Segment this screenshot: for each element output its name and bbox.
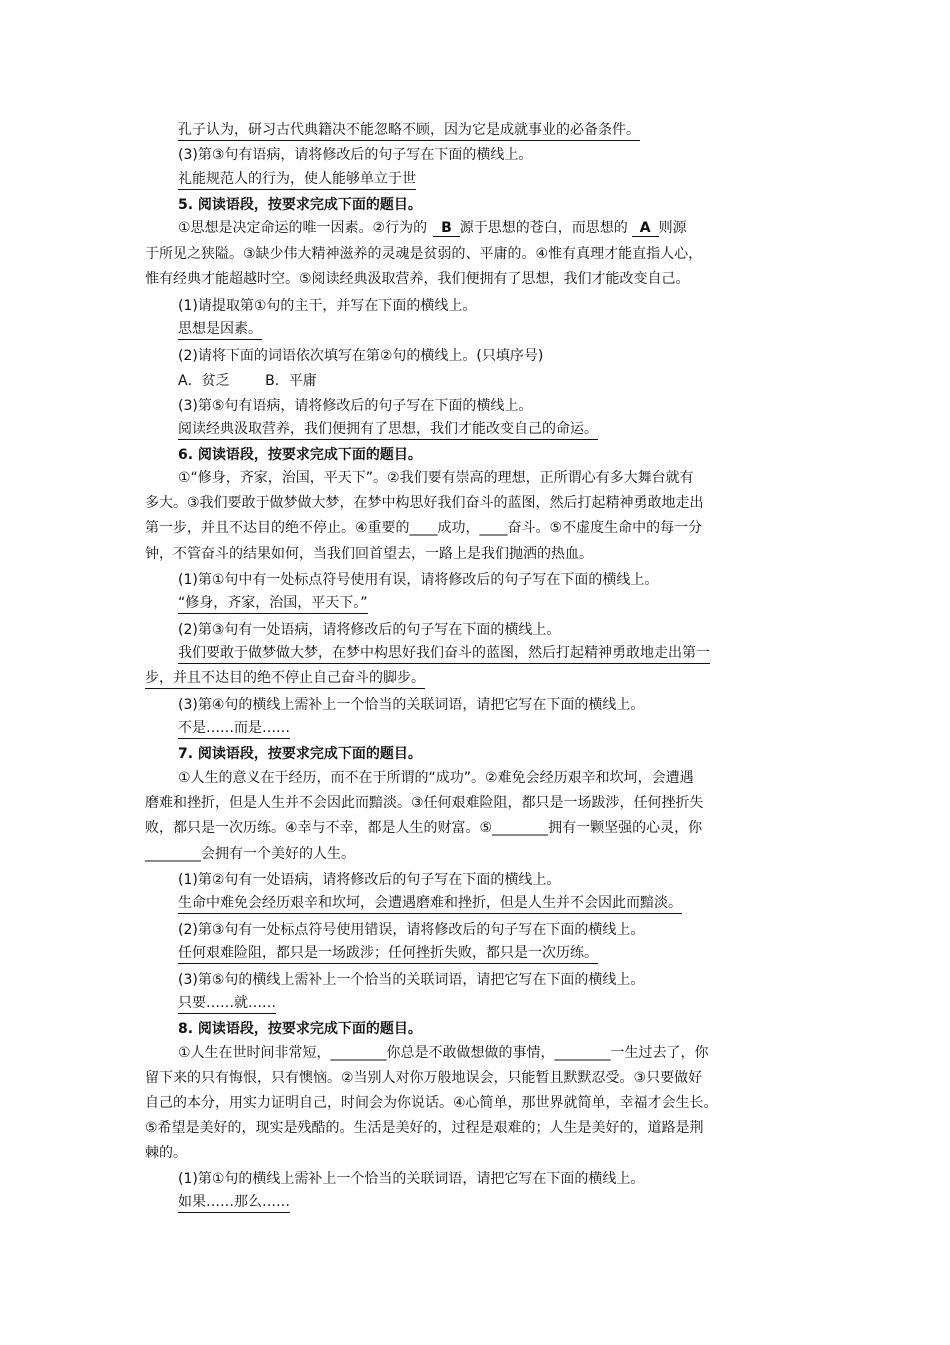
- option-line: A．贫乏 B．平庸: [178, 373, 317, 389]
- question-line: (3)第③句有语病，请将修改后的句子写在下面的横线上。: [178, 147, 533, 163]
- paragraph-line: 多大。③我们要敢于做梦做大梦，在梦中构思好我们奋斗的蓝图，然后打起精神勇敢地走出: [145, 495, 704, 511]
- paragraph-line: 棘的。: [145, 1145, 187, 1161]
- paragraph-line: 自己的本分，用实力证明自己，时间会为你说话。④心简单，那世界就简单，幸福才会生长。: [145, 1095, 718, 1111]
- answer-line: 思想是因素。: [178, 320, 262, 340]
- question-heading: 6. 阅读语段，按要求完成下面的题目。: [178, 447, 422, 463]
- paragraph-line: ①“修身，齐家，治国，平天下”。②我们要有崇高的理想，正所谓心有多大舞台就有: [178, 470, 694, 486]
- blank-answer: B: [433, 220, 460, 237]
- answer-line: 任何艰难险阻，都只是一场跋涉；任何挫折失败，都只是一次历练。: [178, 944, 598, 964]
- paragraph-line: 第一步，并且不达目的绝不停止。④重要的____成功，____奋斗。⑤不虚度生命中的每一分: [145, 520, 703, 536]
- answer-line: 阅读经典汲取营养，我们便拥有了思想，我们才能改变自己的命运。: [178, 420, 598, 440]
- question-line: (1)第①句的横线上需补上一个恰当的关联词语，请把它写在下面的横线上。: [178, 1171, 645, 1187]
- question-heading: 5. 阅读语段，按要求完成下面的题目。: [178, 197, 422, 213]
- blank-answer: A: [632, 220, 659, 237]
- answer-line: “修身，齐家，治国，平天下。”: [178, 594, 368, 614]
- paragraph-line: 磨难和挫折，但是人生并不会因此而黯淡。③任何艰难险阻，都只是一场跋涉，任何挫折失: [145, 795, 704, 811]
- question-line: (3)第⑤句的横线上需补上一个恰当的关联词语，请把它写在下面的横线上。: [178, 972, 645, 988]
- question-line: (2)第③句有一处标点符号使用错误，请将修改后的句子写在下面的横线上。: [178, 922, 645, 938]
- paragraph-line: 留下来的只有悔恨，只有懊恼。②当别人对你万般地误会，只能暂且默默忍受。③只要做好: [145, 1070, 703, 1086]
- question-heading: 8. 阅读语段，按要求完成下面的题目。: [178, 1021, 422, 1037]
- answer-line: 孔子认为，研习古代典籍决不能忽略不顾，因为它是成就事业的必备条件。: [178, 121, 640, 141]
- paragraph-line: 于所见之狭隘。③缺少伟大精神滋养的灵魂是贫弱的、平庸的。④惟有真理才能直指人心，: [145, 246, 703, 262]
- paragraph-line: ________会拥有一个美好的人生。: [145, 846, 355, 862]
- paragraph-line: ①人生在世时间非常短，________你总是不敢做想做的事情，________一生过去了，你: [178, 1045, 709, 1061]
- answer-line: 步，并且不达目的绝不停止自己奋斗的脚步。: [145, 669, 425, 689]
- paragraph-line: ⑤希望是美好的，现实是残酷的。生活是美好的，过程是艰难的；人生是美好的，道路是荆: [145, 1120, 704, 1136]
- paragraph-line: 败，都只是一次历练。④幸与不幸，都是人生的财富。⑤________拥有一颗坚强的心灵，你: [145, 820, 703, 836]
- question-line: (1)第②句有一处语病，请将修改后的句子写在下面的横线上。: [178, 872, 561, 888]
- answer-line: 只要……就……: [178, 994, 276, 1014]
- paragraph-line: ①思想是决定命运的唯一因素。②行为的 B 源于思想的苍白，而思想的 A 则源: [178, 220, 687, 236]
- question-heading: 7. 阅读语段，按要求完成下面的题目。: [178, 746, 422, 762]
- question-line: (1)请提取第①句的主干，并写在下面的横线上。: [178, 298, 477, 314]
- question-line: (2)请将下面的词语依次填写在第②句的横线上。(只填序号): [178, 348, 544, 364]
- question-line: (3)第⑤句有语病，请将修改后的句子写在下面的横线上。: [178, 398, 533, 414]
- answer-line: 如果……那么……: [178, 1193, 290, 1213]
- answer-line: 生命中难免会经历艰辛和坎坷，会遭遇磨难和挫折，但是人生并不会因此而黯淡。: [178, 894, 682, 914]
- answer-line: 不是……而是……: [178, 719, 290, 739]
- answer-line: 礼能规范人的行为，使人能够单立于世: [178, 170, 416, 190]
- paragraph-line: ①人生的意义在于经历，而不在于所谓的“成功”。②难免会经历艰辛和坎坷，会遭遇: [178, 770, 694, 786]
- paragraph-line: 钟，不管奋斗的结果如何，当我们回首望去，一路上是我们抛洒的热血。: [145, 546, 593, 562]
- question-line: (3)第④句的横线上需补上一个恰当的关联词语，请把它写在下面的横线上。: [178, 697, 645, 713]
- answer-line: 我们要敢于做梦做大梦，在梦中构思好我们奋斗的蓝图，然后打起精神勇敢地走出第一: [178, 644, 710, 664]
- paragraph-line: 惟有经典才能超越时空。⑤阅读经典汲取营养，我们便拥有了思想，我们才能改变自己。: [145, 271, 690, 287]
- question-line: (2)第③句有一处语病，请将修改后的句子写在下面的横线上。: [178, 622, 561, 638]
- question-line: (1)第①句中有一处标点符号使用有误，请将修改后的句子写在下面的横线上。: [178, 572, 659, 588]
